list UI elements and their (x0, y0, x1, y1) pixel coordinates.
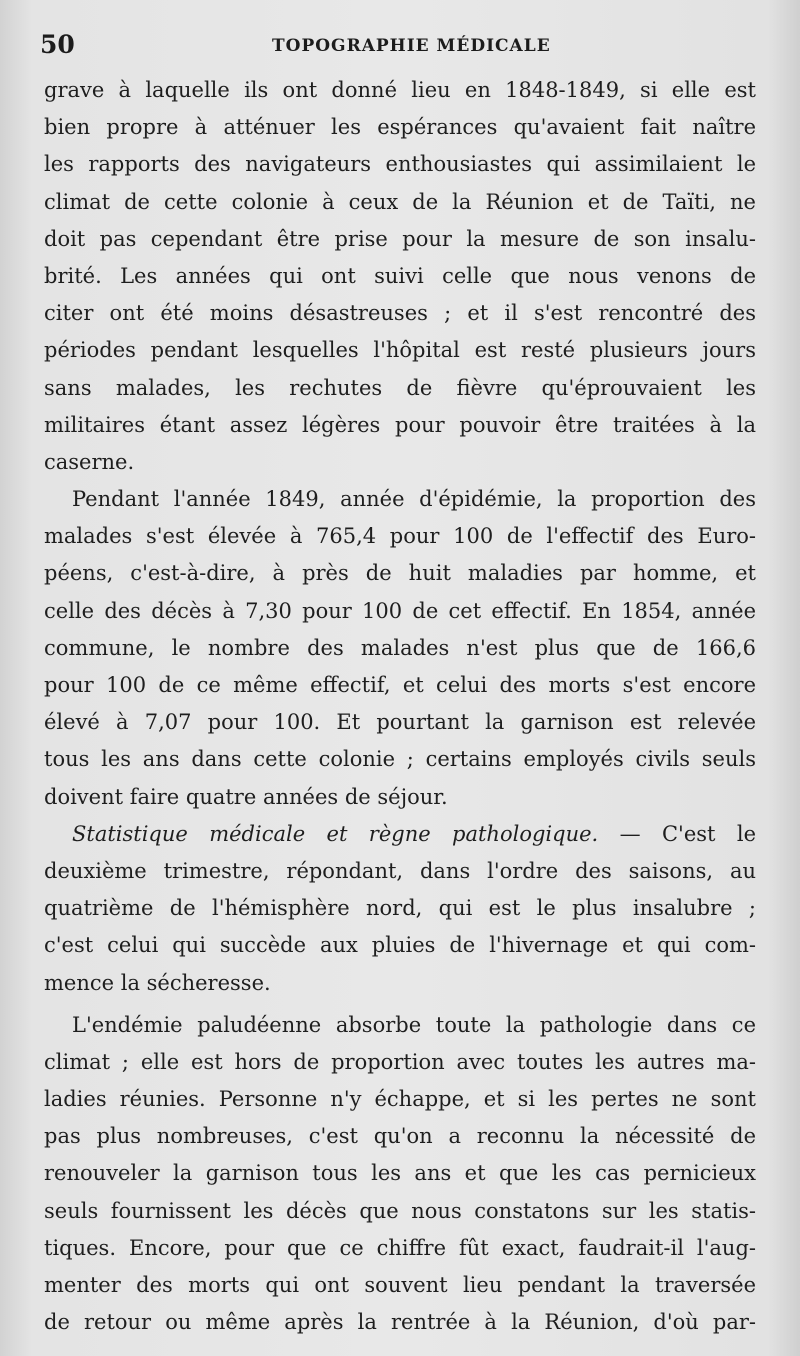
text-line: seuls fournissent les décès que nous constatons sur les statis- (44, 1198, 756, 1223)
text-line: tiques. Encore, pour que ce chiffre fût exact, faudrait-il l'aug- (44, 1235, 756, 1260)
text-line: climat ; elle est hors de proportion avec toutes les autres ma- (44, 1049, 756, 1074)
paragraph-3 (44, 816, 756, 1002)
text-line: malades s'est élevée à 765,4 pour 100 de l'effectif des Euro- (44, 524, 756, 549)
page-number: 50 (40, 30, 75, 59)
heading-rest: — C'est le (619, 821, 756, 846)
text-line: celle des décès à 7,30 pour 100 de cet effectif. En 1854, année (44, 598, 756, 623)
body-text (44, 72, 756, 1341)
text-line: grave à laquelle ils ont donné lieu en 1848-1849, si elle est (44, 78, 756, 102)
text-line: doit pas cependant être prise pour la mesure de son insalu- (44, 226, 756, 251)
text-line: menter des morts qui ont souvent lieu pendant la traversée (44, 1273, 756, 1297)
text-line: les rapports des navigateurs enthousiastes qui assimilaient le (44, 152, 756, 177)
text-line: périodes pendant lesquelles l'hôpital est resté plusieurs jours (44, 338, 756, 363)
text-line: sans malades, les rechutes de fièvre qu'éprouvaient les (44, 375, 756, 400)
text-line: deuxième trimestre, répondant, dans l'ordre des saisons, au (44, 858, 756, 883)
text-line: doivent faire quatre années de séjour. (44, 784, 448, 809)
paragraph-4 (44, 1007, 756, 1342)
running-head: TOPOGRAPHIE MÉDICALE (272, 36, 551, 56)
text-line: pas plus nombreuses, c'est qu'on a reconnu la nécessité de (44, 1124, 756, 1149)
text-line: renouveler la garnison tous les ans et que les cas pernicieux (44, 1161, 756, 1186)
text-line: péens, c'est-à-dire, à près de huit maladies par homme, et (44, 561, 756, 586)
text-line: caserne. (44, 449, 135, 474)
text-line: climat de cette colonie à ceux de la Réunion et de Taïti, ne (44, 189, 756, 214)
text-line: militaires étant assez légères pour pouvoir être traitées à la (44, 412, 756, 437)
paragraph-1 (44, 72, 756, 481)
text-line: c'est celui qui succède aux pluies de l'hivernage et qui com- (44, 933, 756, 958)
text-line: mence la sécheresse. (44, 970, 271, 995)
text-line: L'endémie paludéenne absorbe toute la pathologie dans ce (72, 1012, 756, 1037)
text-line: pour 100 de ce même effectif, et celui des morts s'est encore (44, 673, 756, 697)
text-line: quatrième de l'hémisphère nord, qui est le plus insalubre ; (44, 896, 756, 921)
text-line: citer ont été moins désastreuses ; et il s'est rencontré des (44, 301, 756, 326)
text-line: de retour ou même après la rentrée à la Réunion, d'où par- (44, 1310, 756, 1335)
text-line: commune, le nombre des malades n'est plus que de 166,6 (44, 635, 756, 660)
page-header (40, 30, 760, 64)
text-line: bien propre à atténuer les espérances qu'avaient fait naître (44, 115, 756, 140)
text-line: Pendant l'année 1849, année d'épidémie, la proportion des (72, 487, 756, 512)
text-line: élevé à 7,07 pour 100. Et pourtant la garnison est relevée (44, 710, 756, 735)
text-line: tous les ans dans cette colonie ; certains employés civils seuls (44, 747, 756, 772)
section-heading: Statistique médicale et règne pathologique. (72, 821, 599, 846)
text-line: brité. Les années qui ont suivi celle que nous venons de (44, 263, 756, 288)
text-line: ladies réunies. Personne n'y échappe, et si les pertes ne sont (44, 1087, 756, 1112)
text-line-heading (44, 816, 756, 853)
paragraph-2 (44, 481, 756, 816)
